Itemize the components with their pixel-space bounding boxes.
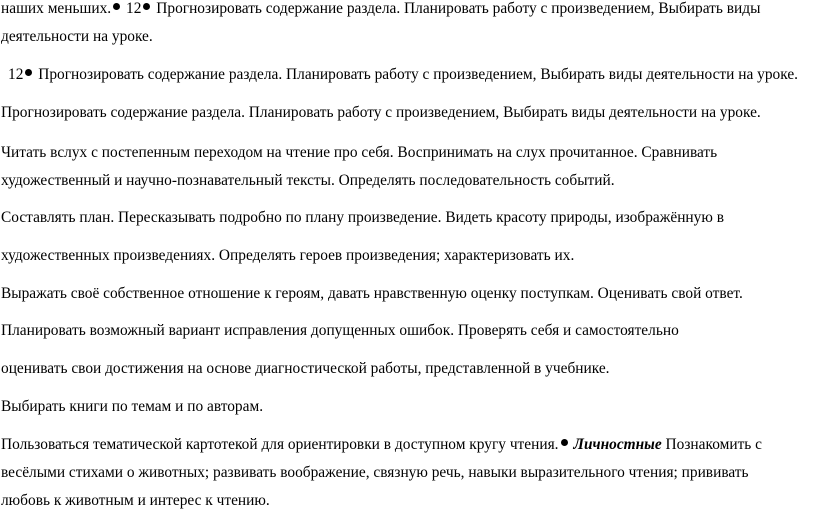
text-fragment: 12 bbox=[122, 0, 142, 17]
text-line-11: оценивать свои достижения на основе диагностической работы, представленной в учебнике. bbox=[1, 360, 610, 377]
text-fragment: 12 bbox=[8, 66, 24, 83]
text-line-12: Выбирать книги по темам и по авторам. bbox=[1, 398, 264, 415]
text-line-15: любовь к животным и интерес к чтению. bbox=[1, 492, 270, 509]
text-line-6: художественный и научно-познавательный тексты. Определять последовательность событий. bbox=[1, 172, 615, 189]
text-fragment: Прогнозировать содержание раздела. Планировать работу с произведением, Выбирать виды деятельности на уроке. bbox=[34, 66, 798, 83]
bullet-icon bbox=[25, 69, 32, 76]
text-fragment: Прогнозировать содержание раздела. Планировать работу с произведением, Выбирать виды bbox=[152, 0, 761, 17]
text-line-2: деятельности на уроке. bbox=[1, 28, 153, 45]
text-line-7: Составлять план. Пересказывать подробно по плану произведение. Видеть красоту природы, изображённую в bbox=[1, 209, 724, 226]
text-line-13 bbox=[1, 436, 762, 454]
text-fragment: наших меньших. bbox=[1, 0, 112, 17]
text-line-10: Планировать возможный вариант исправления допущенных ошибок. Проверять себя и самостоятельно bbox=[1, 322, 679, 339]
text-line-1 bbox=[1, 0, 760, 18]
text-line-5: Читать вслух с постепенным переходом на чтение про себя. Воспринимать на слух прочитанное. Сравнивать bbox=[1, 144, 718, 161]
section-heading: Личностные bbox=[573, 436, 662, 453]
text-line-8: художественных произведениях. Определять героев произведения; характеризовать их. bbox=[1, 247, 575, 264]
text-line-4: Прогнозировать содержание раздела. Планировать работу с произведением, Выбирать виды деятельности на уроке. bbox=[1, 104, 761, 121]
bullet-icon bbox=[113, 3, 120, 10]
text-line-9: Выражать своё собственное отношение к героям, давать нравственную оценку поступкам. Оценивать свой ответ. bbox=[1, 285, 743, 302]
bullet-icon bbox=[561, 439, 568, 446]
bullet-icon bbox=[143, 3, 150, 10]
text-line-14: весёлыми стихами о животных; развивать воображение, связную речь, навыки выразительного чтения; прививать bbox=[1, 464, 749, 481]
text-fragment: Познакомить с bbox=[661, 436, 762, 453]
text-line-3 bbox=[8, 66, 798, 84]
text-fragment: Пользоваться тематической картотекой для ориентировки в доступном кругу чтения. bbox=[1, 436, 559, 453]
